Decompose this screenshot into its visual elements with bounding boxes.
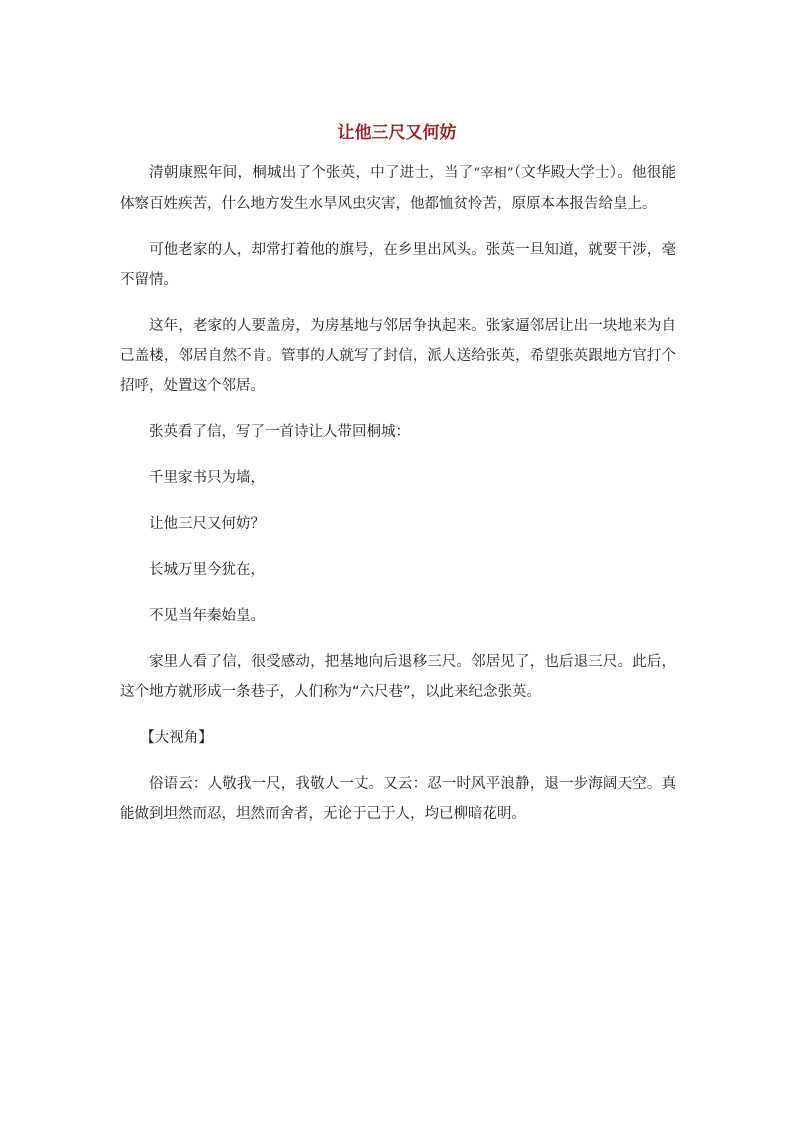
paragraph-1 xyxy=(120,158,676,219)
poem-line-2: 让他三尺又何妨？ xyxy=(149,516,265,532)
paragraph-1-part-a: 清朝康熙年间，桐城出了个张英，中了进士，当了 xyxy=(149,165,474,181)
paragraph-6: 俗语云：人敬我一尺，我敬人一丈。又云：忍一时风平浪静，退一步海阔天空。真能做到坦然而忍，坦然而舍者，无论于己于人，均已柳暗花明。 xyxy=(120,776,676,822)
poem-line-4: 不见当年秦始皇。 xyxy=(149,608,265,624)
paragraph-4: 张英看了信，写了一首诗让人带回桐城： xyxy=(149,424,410,440)
poem-line-1: 千里家书只为墙， xyxy=(149,470,265,486)
paragraph-5: 家里人看了信，很受感动，把基地向后退移三尺。邻居见了，也后退三尺。此后，这个地方就形成一条巷子，人们称为“六尺巷”，以此来纪念张英。 xyxy=(120,654,676,700)
paragraph-1-part-b: （文华殿大学士）。他很能体察百姓疾苦，什么地方发生水旱风虫灾害，他都恤贫怜苦，原原本本报告给皇上。 xyxy=(120,165,677,212)
article-body xyxy=(120,158,676,845)
paragraph-3: 这年，老家的人要盖房，为房基地与邻居争执起来。张家逼邻居让出一块地来为自己盖楼，邻居自然不肯。管事的人就写了封信，派人送给张英，希望张英跟地方官打个招呼，处置这个邻居。 xyxy=(120,318,676,394)
section-heading: 【大视角】 xyxy=(140,730,213,746)
page-title: 让他三尺又何妨 xyxy=(337,123,457,143)
paragraph-1-term: “宰相” xyxy=(473,166,514,181)
poem-line-3: 长城万里今犹在， xyxy=(149,562,265,578)
paragraph-2: 可他老家的人，却常打着他的旗号，在乡里出风头。张英一旦知道，就要干涉，毫不留情。 xyxy=(120,242,676,288)
